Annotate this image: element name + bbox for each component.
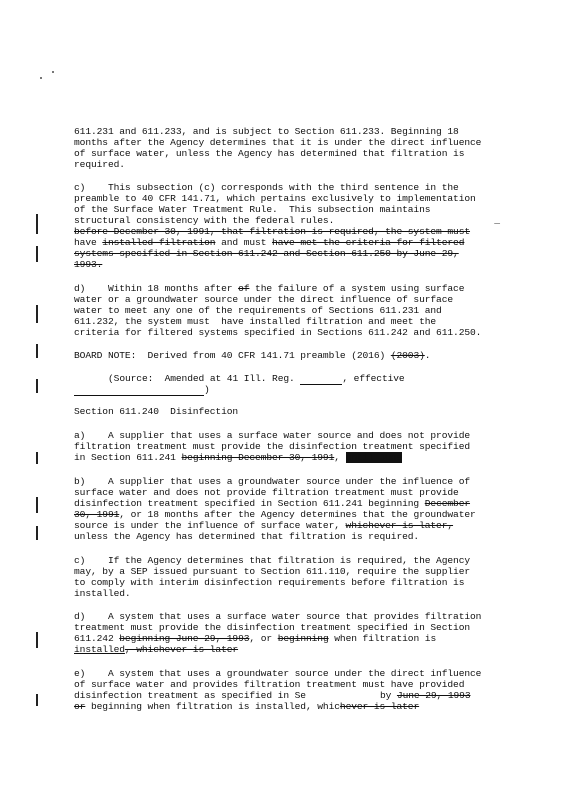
para-c-line: preamble to 40 CFR 141.71, which pertains exclusively to implementation	[74, 193, 476, 204]
para-d2-text: 611.242	[74, 633, 120, 644]
para-c-line	[74, 226, 470, 237]
para-a-line: a) A supplier that uses a surface water source and does not provide	[74, 430, 471, 441]
para-a-line	[74, 452, 402, 463]
para-c-line: of the Surface Water Treatment Rule. This subsection maintains	[74, 204, 431, 215]
deleted-text: systems specified in Section 611.242 and Section 611.250 by June 29,	[74, 248, 459, 259]
board-note-text: .	[424, 350, 431, 361]
deleted-text: 30, 1991	[74, 509, 120, 520]
deleted-text: or	[74, 701, 86, 712]
deleted-text: (2003)	[390, 350, 425, 361]
para-b-text: source is under the influence of surface water,	[74, 520, 346, 531]
para-d2-line	[74, 633, 436, 644]
revision-bar	[36, 452, 38, 464]
revision-bar	[36, 379, 38, 393]
deleted-text: June 29, 1993	[396, 690, 471, 701]
para-c-text: and must	[215, 237, 273, 248]
para-b-line	[74, 509, 476, 520]
deleted-text: December	[424, 498, 471, 509]
para-c2-line: installed.	[74, 588, 131, 599]
revision-bar	[36, 632, 38, 648]
para-e-line: of surface water and provides filtration treatment must have provided	[74, 679, 465, 690]
para-c-text: have	[74, 237, 103, 248]
para-b-line	[74, 520, 453, 531]
para-d2-line: treatment must provide the disinfection treatment specified in Section	[74, 622, 471, 633]
para-c-line: structural consistency with the federal rules. _	[74, 215, 500, 226]
redacted-text: until June	[345, 452, 403, 463]
para-b-line: b) A supplier that uses a groundwater source under the influence of	[74, 476, 471, 487]
deleted-text: before December 30, 1991, that filtration is required, the system must	[74, 226, 471, 237]
para-a-line: filtration treatment must provide the disinfection treatment specified	[74, 441, 471, 452]
board-note	[74, 350, 430, 361]
para-e-text: by	[379, 690, 397, 701]
para-c-line	[74, 259, 102, 270]
deleted-text: have met the criteria for filtered	[272, 237, 465, 248]
para-e-text: disinfection treatment as specified in Se	[74, 690, 306, 701]
para-d-line	[74, 283, 464, 294]
para-d-text: the failure of a system using surface	[249, 283, 465, 294]
revision-bar	[36, 214, 38, 234]
deleted-text: of	[238, 283, 250, 294]
para-e-line: e) A system that uses a groundwater source under the direct influence	[74, 668, 482, 679]
para-d2-text: , or	[249, 633, 278, 644]
para-d-line: water or a groundwater source under the direct influence of surface	[74, 294, 454, 305]
revision-bar	[36, 694, 38, 706]
para-c2-line: may, by a SEP issued pursuant to Section 611.110, require the supplier	[74, 566, 471, 577]
intro-line: 611.231 and 611.233, and is subject to Section 611.233. Beginning 18	[74, 126, 459, 137]
deleted-text: beginning December 30, 1991	[181, 452, 335, 463]
blank-field	[74, 384, 204, 396]
para-d-line: criteria for filtered systems specified in Sections 611.242 and 611.250.	[74, 327, 482, 338]
para-c2-line: c) If the Agency determines that filtration is required, the Agency	[74, 555, 471, 566]
para-b-line	[74, 498, 470, 509]
deleted-text: whichever is later,	[345, 520, 454, 531]
source-text: , effective	[342, 373, 405, 384]
para-c-line: c) This subsection (c) corresponds with the third sentence in the	[74, 182, 459, 193]
intro-line: of surface water, unless the Agency has determined that filtration is	[74, 148, 465, 159]
deleted-text: , whichever is later	[124, 644, 239, 655]
revision-bar	[36, 526, 38, 540]
para-d-line: water to meet any one of the requirements of Sections 611.231 and	[74, 305, 442, 316]
para-d-text: d) Within 18 months after	[74, 283, 239, 294]
para-d2-text: when filtration is	[328, 633, 437, 644]
para-d2-line	[74, 644, 238, 655]
inserted-text: installed	[74, 644, 125, 655]
para-a-text: in Section 611.241	[74, 452, 182, 463]
para-e-line	[74, 701, 419, 712]
revision-bar	[36, 305, 38, 323]
deleted-text: installed filtration	[102, 237, 216, 248]
revision-bar	[36, 246, 38, 262]
para-a-text: ,	[334, 452, 346, 463]
blank-field	[300, 373, 342, 385]
para-b-text: , or 18 months after the Agency determines that the groundwater	[119, 509, 476, 520]
scan-speck	[52, 71, 54, 73]
para-d-line: 611.232, the system must have installed filtration and meet the	[74, 316, 437, 327]
deleted-text: hever is later	[339, 701, 420, 712]
intro-line: months after the Agency determines that it is under the direct influence	[74, 137, 482, 148]
source-line: )	[74, 384, 210, 396]
deleted-text: beginning June 29, 1993	[119, 633, 250, 644]
revision-bar	[36, 497, 38, 513]
para-c-line	[74, 237, 464, 248]
para-e-line	[74, 690, 470, 701]
scan-speck	[40, 77, 42, 79]
para-c-line	[74, 248, 459, 259]
section-heading: Section 611.240 Disinfection	[74, 406, 239, 417]
para-b-line: unless the Agency has determined that filtration is required.	[74, 531, 420, 542]
intro-line: required.	[74, 159, 125, 170]
revision-bar	[36, 344, 38, 358]
para-d2-line: d) A system that uses a surface water source that provides filtration	[74, 611, 482, 622]
para-b-line: surface water and does not provide filtration treatment must provide	[74, 487, 459, 498]
para-e-text: beginning when filtration is installed, whic	[85, 701, 340, 712]
source-text: (Source: Amended at 41 Ill. Reg.	[108, 373, 301, 384]
deleted-text: beginning	[277, 633, 329, 644]
para-c2-line: to comply with interim disinfection requirements before filtration is	[74, 577, 465, 588]
deleted-text: 1993.	[74, 259, 103, 270]
para-c-text: structural consistency with the federal rules.	[74, 215, 335, 226]
board-note-text: BOARD NOTE: Derived from 40 CFR 141.71 preamble (2016)	[74, 350, 391, 361]
para-b-text: disinfection treatment specified in Section 611.241 beginning	[74, 498, 425, 509]
